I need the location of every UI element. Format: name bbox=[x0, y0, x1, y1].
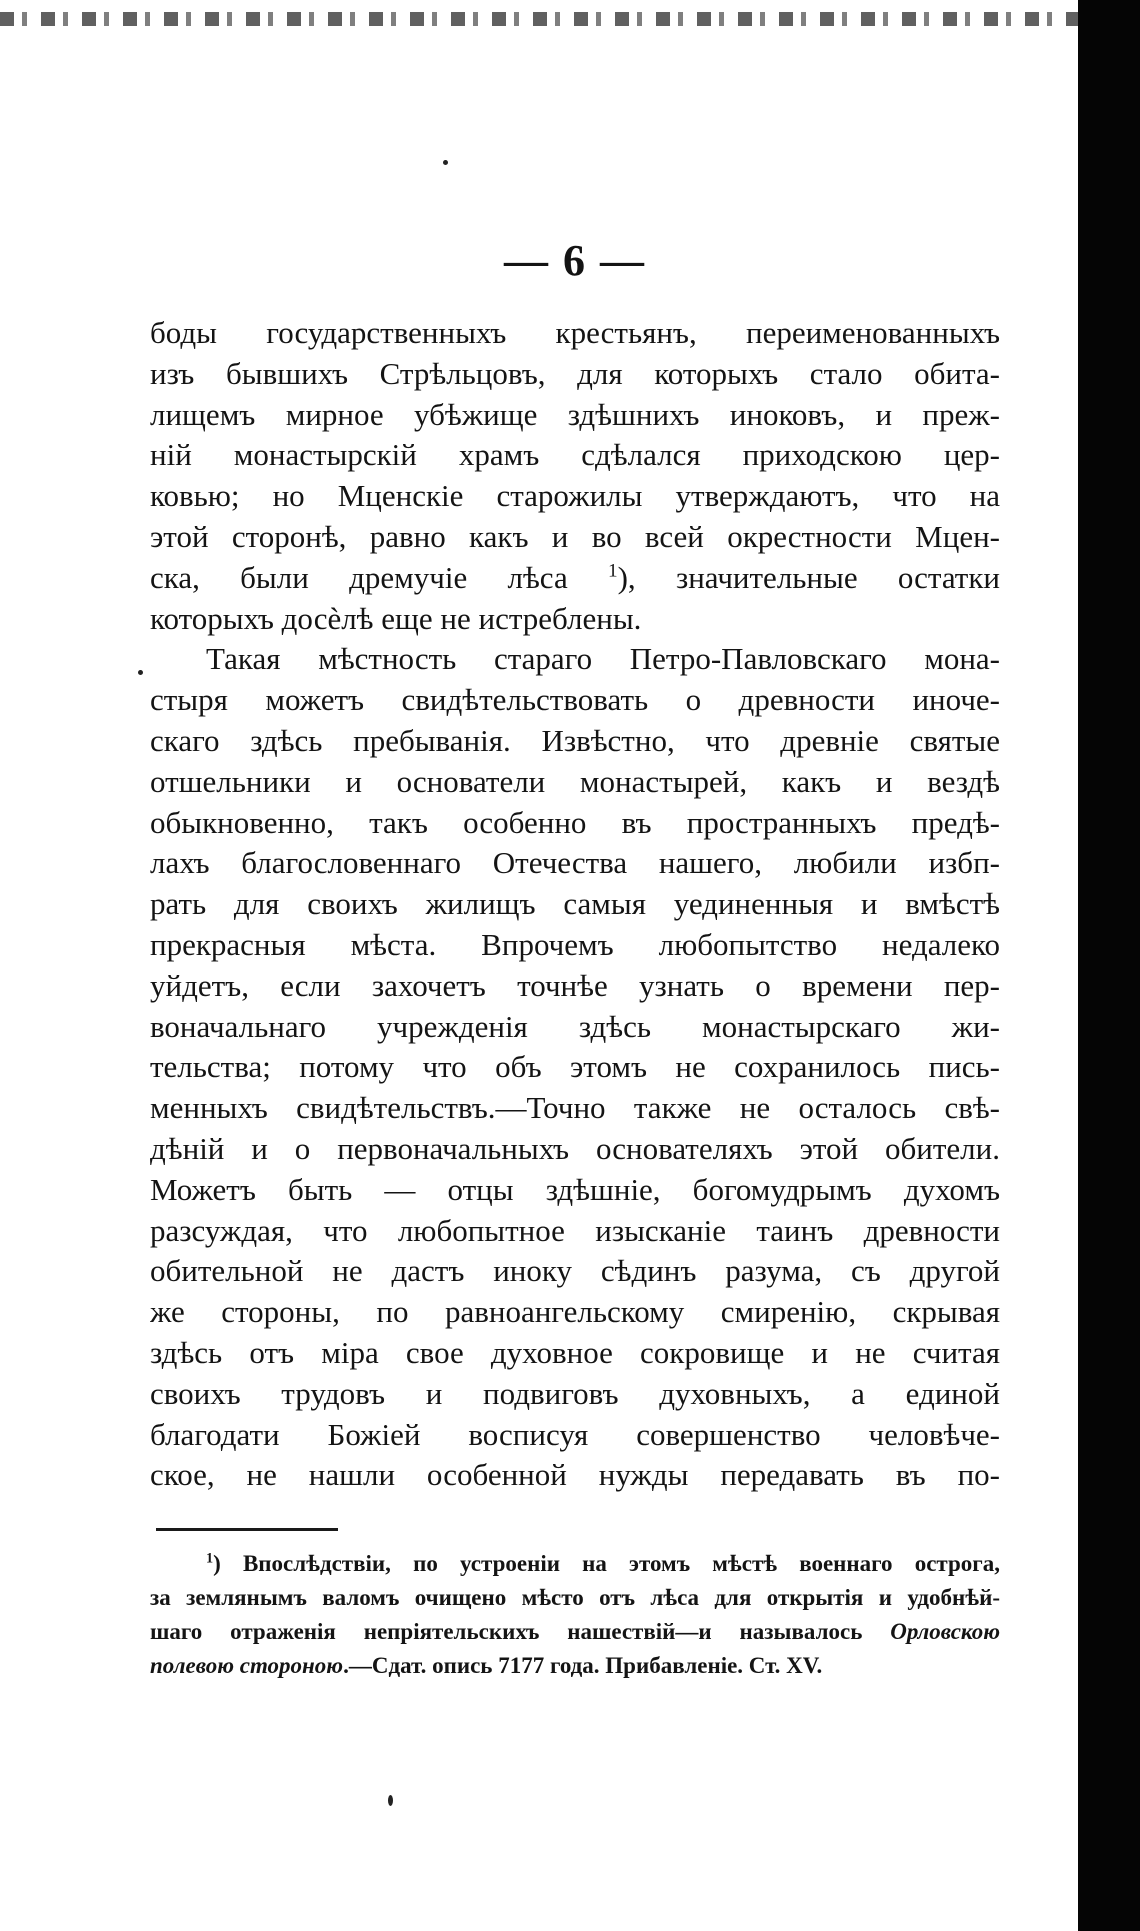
text-line: нiй монастырскiй храмъ сдѣлался приходскою цер- bbox=[150, 437, 1000, 473]
text-line: ковью; но Мценскiе старожилы утверждаютъ, что на bbox=[150, 478, 1000, 514]
text-line: здѣсь отъ мiра свое духовное сокровище и не считая bbox=[150, 1334, 1000, 1370]
text-line: Такая мѣстность стараго Петро-Павловскаго мона- bbox=[206, 641, 1000, 677]
scan-right-band bbox=[1078, 0, 1140, 1931]
text-line: прекрасныя мѣста. Впрочемъ любопытство недалеко bbox=[150, 926, 1000, 962]
footnote-marker: 1 bbox=[206, 1550, 214, 1567]
text-line: тельства; потому что объ этомъ не сохранилось пись- bbox=[150, 1049, 1000, 1085]
footnote-line: за землянымъ валомъ очищено мѣсто отъ лѣса для открытiя и удобнѣй- bbox=[150, 1585, 1000, 1611]
text-line: рать для своихъ жилищъ самыя уединенныя и вмѣстѣ bbox=[150, 886, 1000, 922]
text-line: стыря можетъ свидѣтельствовать о древности иноче- bbox=[150, 682, 1000, 718]
text-line: же стороны, по равноангельскому смиренiю, скрывая bbox=[150, 1294, 1000, 1330]
book-page bbox=[150, 235, 1000, 1683]
text-line: своихъ трудовъ и подвиговъ духовныхъ, а единой bbox=[150, 1375, 1000, 1411]
footnote-italic: Орловскою bbox=[890, 1619, 1000, 1645]
text-line: лахъ благословеннаго Отечества нашего, любили избп- bbox=[150, 845, 1000, 881]
text-line: обительной не дастъ иноку сѣдинъ разума, съ другой bbox=[150, 1253, 1000, 1289]
text-line: воначальнаго учрежденiя здѣсь монастырскаго жи- bbox=[150, 1008, 1000, 1044]
text-line: которыхъ досèлѣ еще не истреблены. bbox=[150, 600, 642, 636]
scan-top-edge bbox=[0, 0, 1078, 26]
footnote bbox=[150, 1547, 1000, 1683]
text-line: ска, были дремучiе лѣса bbox=[150, 559, 568, 595]
footnote-text bbox=[150, 1547, 1000, 1683]
text-line-tail: ), значительные остатки bbox=[617, 559, 1000, 595]
footnote-line: $^1$) Впослѣдствiи, по устроенiи на этомъ мѣстѣ военнаго острога, bbox=[206, 1550, 1000, 1577]
text-line: отшельники и основатели монастырей, какъ и вездѣ bbox=[150, 763, 1000, 799]
stray-mark bbox=[443, 160, 448, 165]
text-line: изъ бывшихъ Стрѣльцовъ, для которыхъ стало обита- bbox=[150, 355, 1000, 391]
text-line: Можетъ быть — отцы здѣшнiе, богомудрымъ духомъ bbox=[150, 1171, 1000, 1207]
paragraph-2 bbox=[150, 639, 1000, 1496]
footnote-line: шаго отраженiя непрiятельскихъ нашествiй—и называлось Орловскою bbox=[150, 1619, 1000, 1645]
text-line: дѣнiй и о первоначальныхъ основателяхъ этой обители. bbox=[150, 1130, 1000, 1166]
text-line: скаго здѣсь пребыванiя. Извѣстно, что древнiе святые bbox=[150, 722, 1000, 758]
text-line: уйдетъ, если захочетъ точнѣе узнать о времени пер- bbox=[150, 967, 1000, 1003]
page-number: — 6 — bbox=[504, 236, 646, 285]
text-line: благодати Божiей восписуя совершенство человѣче- bbox=[150, 1416, 1000, 1452]
body-text bbox=[150, 313, 1000, 1496]
footnote-italic: полевою стороною bbox=[150, 1653, 344, 1679]
text-line: лищемъ мирное убѣжище здѣшнихъ иноковъ, и преж- bbox=[150, 396, 1000, 432]
text-line-with-note bbox=[150, 558, 1000, 599]
text-line: разсуждая, что любопытное изысканiе таинъ древности bbox=[150, 1212, 1000, 1248]
footnote-divider bbox=[156, 1528, 338, 1531]
text-line: менныхъ свидѣтельствъ.—Точно также не осталось свѣ- bbox=[150, 1090, 1000, 1126]
stray-mark bbox=[138, 670, 143, 675]
text-line: обыкновенно, такъ особенно въ пространныхъ предѣ- bbox=[150, 804, 1000, 840]
text-line: ское, не нашли особенной нужды передавать въ по- bbox=[150, 1457, 1000, 1493]
footnote-reference[interactable]: 1 bbox=[608, 560, 618, 582]
paragraph-1 bbox=[150, 313, 1000, 639]
footnote-line: полевою стороною.—Сдат. опись 7177 года. Прибавленiе. Ст. XV. bbox=[150, 1653, 823, 1679]
text-line: боды государственныхъ крестьянъ, переименованныхъ bbox=[150, 315, 1000, 350]
text-line: этой сторонѣ, равно какъ и во всей окрестности Мцен- bbox=[150, 518, 1000, 554]
stray-mark bbox=[388, 1795, 393, 1806]
